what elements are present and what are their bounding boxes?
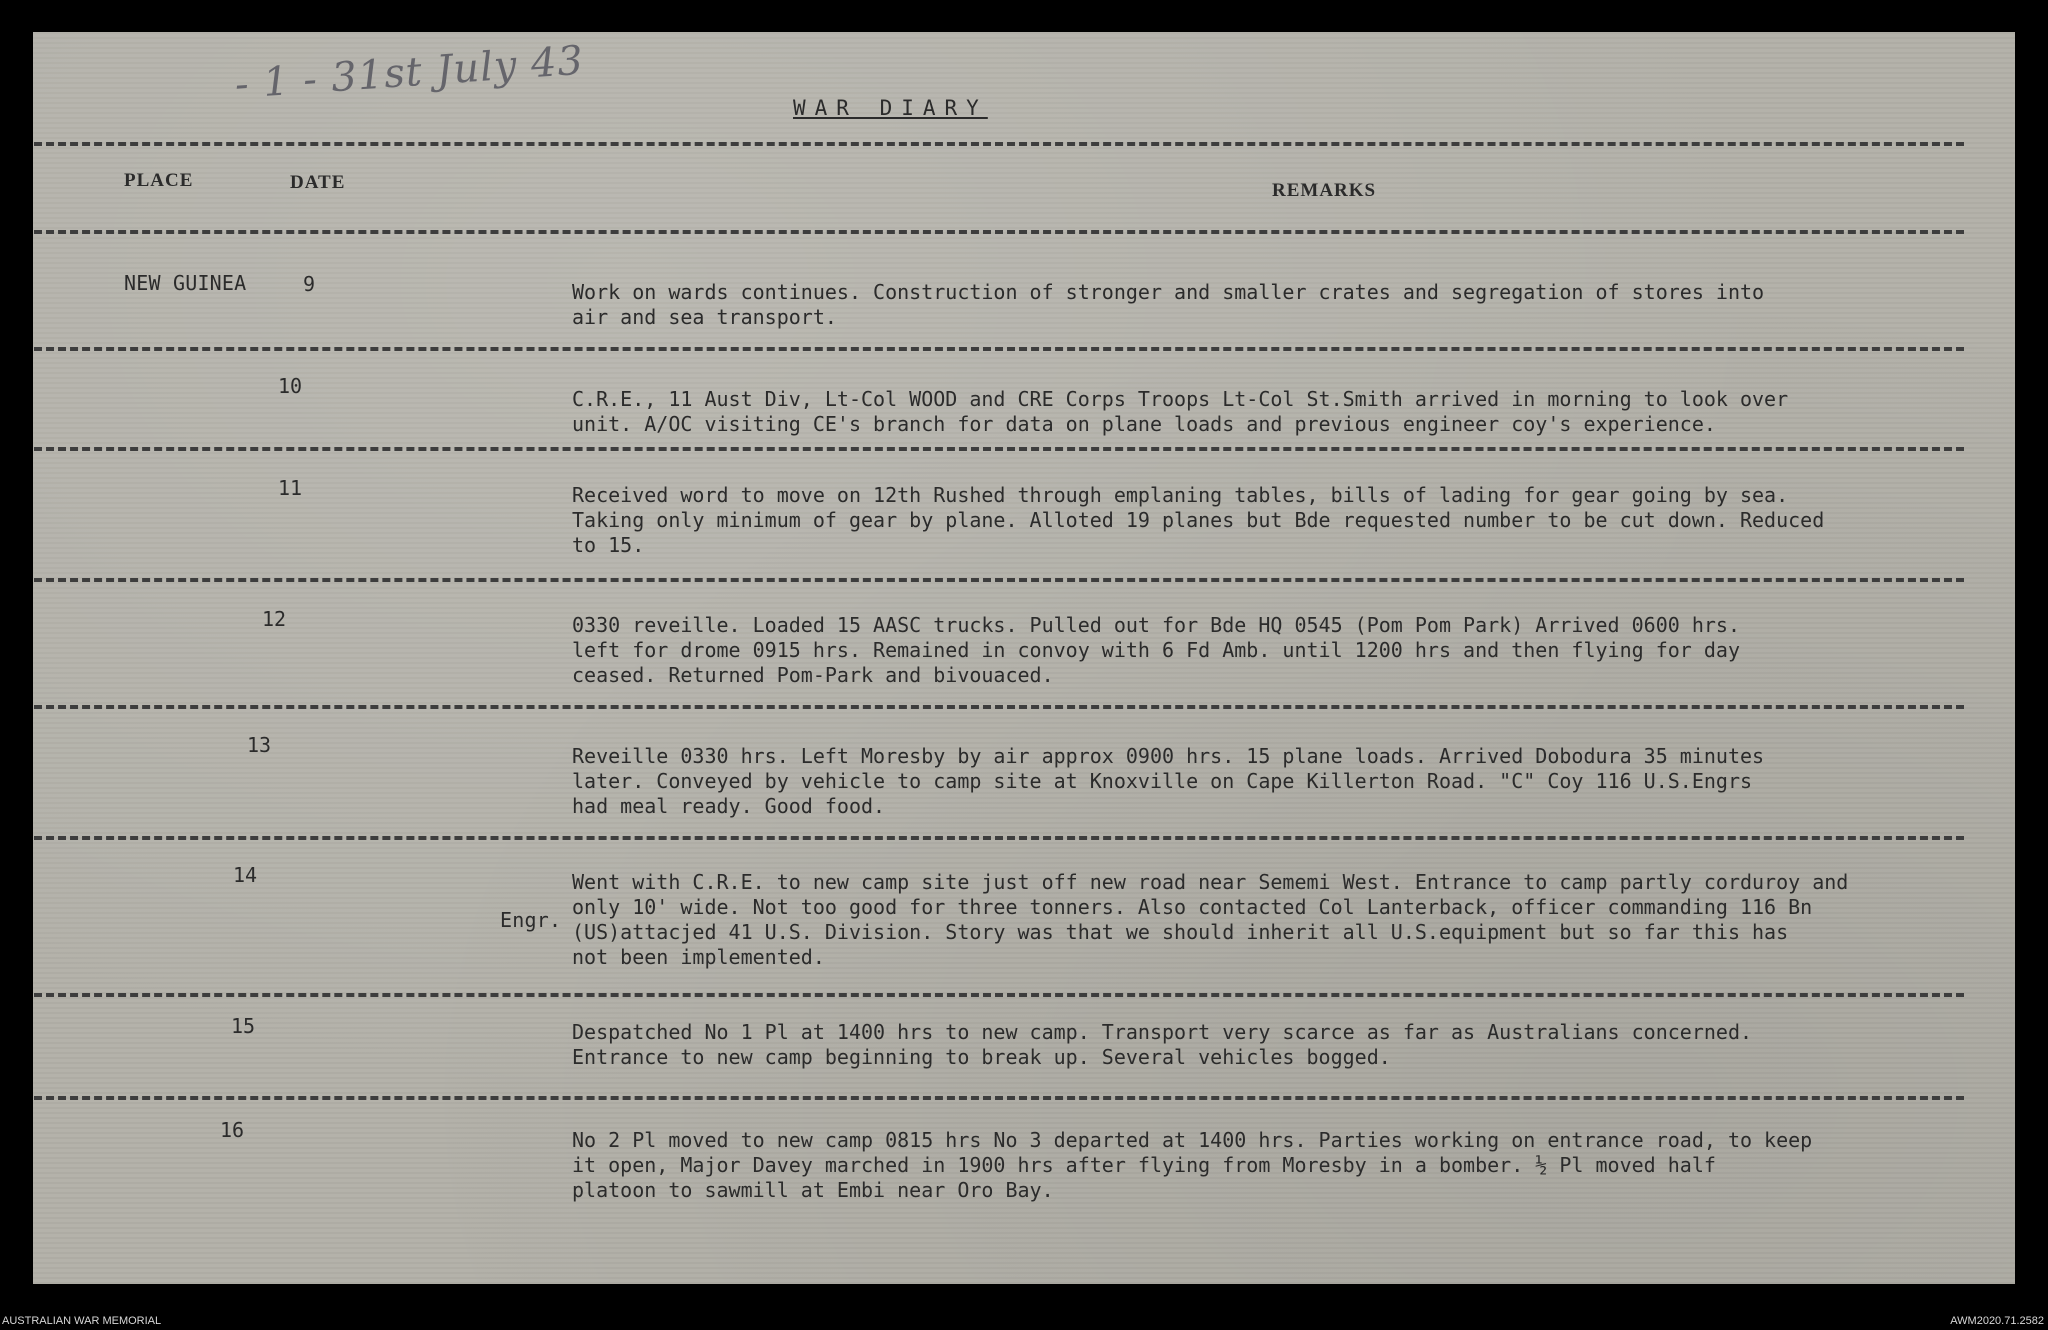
rule-divider	[34, 578, 1964, 582]
remark-line: Work on wards continues. Construction of stronger and smaller crates and segregation of stores into	[572, 280, 1765, 304]
entry-date: 16	[220, 1118, 245, 1142]
header-date: DATE	[290, 172, 346, 193]
entry-remarks	[572, 870, 1848, 970]
remark-line: air and sea transport.	[572, 305, 837, 329]
entry-date: 10	[278, 374, 303, 398]
document-title: WAR DIARY	[793, 96, 988, 120]
remark-line: platoon to sawmill at Embi near Oro Bay.	[572, 1178, 1054, 1202]
remark-line: ceased. Returned Pom-Park and bivouaced.	[572, 663, 1054, 687]
remark-line: 0330 reveille. Loaded 15 AASC trucks. Pulled out for Bde HQ 0545 (Pom Pom Park) Arrived 0600 hrs.	[572, 613, 1740, 637]
remark-line: Entrance to new camp beginning to break up. Several vehicles bogged.	[572, 1045, 1391, 1069]
entry-remarks	[572, 483, 1824, 558]
footer-archive-name: AUSTRALIAN WAR MEMORIAL	[2, 1315, 162, 1327]
rule-divider	[34, 447, 1964, 451]
remark-line: left for drome 0915 hrs. Remained in convoy with 6 Fd Amb. until 1200 hrs and then flying for day	[572, 638, 1740, 662]
remark-line: Despatched No 1 Pl at 1400 hrs to new camp. Transport very scarce as far as Australians concerned.	[572, 1020, 1753, 1044]
remark-line: Received word to move on 12th Rushed through emplaning tables, bills of lading for gear going by sea.	[572, 483, 1789, 507]
remark-line: only 10' wide. Not too good for three tonners. Also contacted Col Lanterback, officer commanding 116 Bn	[572, 895, 1813, 919]
rule-divider	[34, 836, 1964, 840]
entry-remarks	[572, 1128, 1812, 1203]
entry-date: 13	[247, 733, 272, 757]
remark-line: Went with C.R.E. to new camp site just off new road near Sememi West. Entrance to camp partly corduroy and	[572, 870, 1849, 894]
rule-divider	[34, 1096, 1964, 1100]
rule-header	[34, 230, 1964, 234]
entry-remarks	[572, 280, 1764, 330]
remark-line: Taking only minimum of gear by plane. Alloted 19 planes but Bde requested number to be cut down. Reduced	[572, 508, 1825, 532]
rule-top	[34, 142, 1964, 146]
rule-divider	[34, 705, 1964, 709]
entry-remarks	[572, 744, 1764, 819]
remark-line: Reveille 0330 hrs. Left Moresby by air approx 0900 hrs. 15 plane loads. Arrived Dobodura 35 minutes	[572, 744, 1765, 768]
handwritten-date-note: - 1 - 31st July 43	[233, 37, 586, 108]
remark-line: had meal ready. Good food.	[572, 794, 886, 818]
place-value: NEW GUINEA	[124, 271, 247, 295]
entry-date: 11	[278, 476, 303, 500]
entry-remarks	[572, 1020, 1752, 1070]
margin-prefix: Engr.	[500, 908, 562, 932]
entry-date: 14	[233, 863, 258, 887]
remark-line: (US)attacjed 41 U.S. Division. Story was that we should inherit all U.S.equipment but so far this has	[572, 920, 1789, 944]
remark-line: C.R.E., 11 Aust Div, Lt-Col WOOD and CRE Corps Troops Lt-Col St.Smith arrived in morning to look over	[572, 387, 1789, 411]
entry-remarks	[572, 613, 1740, 688]
rule-divider	[34, 993, 1964, 997]
remark-line: later. Conveyed by vehicle to camp site at Knoxville on Cape Killerton Road. "C" Coy 116 U.S.Engrs	[572, 769, 1753, 793]
remark-line: unit. A/OC visiting CE's branch for data on plane loads and previous engineer coy's experience.	[572, 412, 1716, 436]
footer-reference: AWM2020.71.2582	[1950, 1315, 2044, 1327]
entry-date: 12	[262, 607, 287, 631]
entry-date: 15	[231, 1014, 256, 1038]
remark-line: it open, Major Davey marched in 1900 hrs after flying from Moresby in a bomber. ½ Pl moved half	[572, 1153, 1716, 1177]
entry-date: 9	[303, 272, 316, 296]
entry-remarks	[572, 387, 1788, 437]
remark-line: to 15.	[572, 533, 645, 557]
header-remarks: REMARKS	[1272, 180, 1377, 201]
rule-divider	[34, 347, 1964, 351]
remark-line: No 2 Pl moved to new camp 0815 hrs No 3 departed at 1400 hrs. Parties working on entrance road, to keep	[572, 1128, 1813, 1152]
remark-line: not been implemented.	[572, 945, 825, 969]
header-place: PLACE	[124, 170, 194, 191]
